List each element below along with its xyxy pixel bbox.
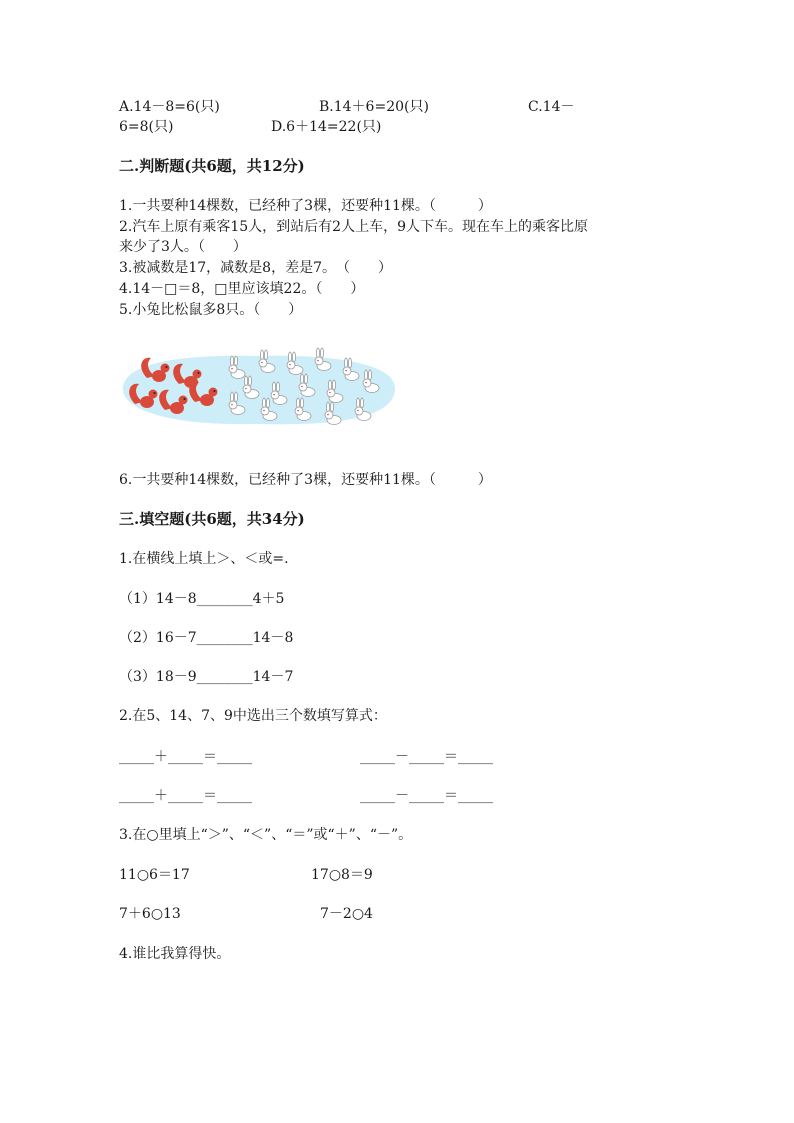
fill-q2-title: 2.在5、14、7、9中选出三个数填写算式： bbox=[119, 708, 387, 724]
squirrels-rabbits-illustration bbox=[117, 346, 397, 430]
fill-q1-item-3: （3）18－9________14－7 bbox=[119, 669, 294, 685]
judge-q4: 4.14－□＝8，□里应该填22。（ ） bbox=[119, 281, 365, 297]
section3-heading: 三.填空题(共6题，共34分) bbox=[119, 510, 305, 528]
fill-q2-addition-1: _____＋_____＝_____ bbox=[119, 749, 252, 765]
fill-q3-item-2: 17○8＝9 bbox=[311, 867, 373, 883]
judge-q2-line1: 2.汽车上原有乘客15人，到站后有2人上车，9人下车。现在车上的乘客比原 bbox=[119, 219, 588, 235]
fill-q4-title: 4.谁比我算得快。 bbox=[119, 946, 231, 962]
option-a: A.14－8=6(只) bbox=[119, 99, 220, 115]
fill-q1-item-1: （1）14－8________4＋5 bbox=[119, 591, 285, 607]
fill-q2-addition-2: _____＋_____＝_____ bbox=[119, 788, 252, 804]
option-c: C.14－ bbox=[528, 99, 575, 115]
judge-q3: 3.被减数是17，减数是8，差是7。 （ ） bbox=[119, 260, 392, 276]
fill-q2-subtraction-1: _____－_____＝_____ bbox=[360, 749, 493, 765]
fill-q3-item-3: 7＋6○13 bbox=[119, 906, 181, 922]
fill-q3-item-4: 7－2○4 bbox=[320, 906, 373, 922]
section2-heading: 二.判断题(共6题，共12分) bbox=[119, 157, 305, 175]
fill-q1-title: 1.在横线上填上＞、＜或=. bbox=[119, 551, 289, 567]
judge-q5: 5.小兔比松鼠多8只。（ ） bbox=[119, 302, 303, 318]
option-b: B.14＋6=20(只) bbox=[319, 99, 429, 115]
option-d: D.6＋14=22(只) bbox=[271, 119, 382, 135]
judge-q6: 6.一共要种14棵数，已经种了3棵，还要种11棵。（ ） bbox=[119, 472, 492, 488]
judge-q1: 1.一共要种14棵数，已经种了3棵，还要种11棵。（ ） bbox=[119, 198, 492, 214]
fill-q3-title: 3.在○里填上“＞”、“＜”、“＝”或“＋”、“－”。 bbox=[119, 827, 413, 843]
fill-q2-subtraction-2: _____－_____＝_____ bbox=[360, 788, 493, 804]
fill-q3-item-1: 11○6＝17 bbox=[119, 867, 190, 883]
option-c-continued: 6=8(只) bbox=[119, 119, 174, 135]
judge-q2-line2: 来少了3人。（ ） bbox=[119, 239, 247, 255]
fill-q1-item-2: （2）16－7________14－8 bbox=[119, 630, 294, 646]
